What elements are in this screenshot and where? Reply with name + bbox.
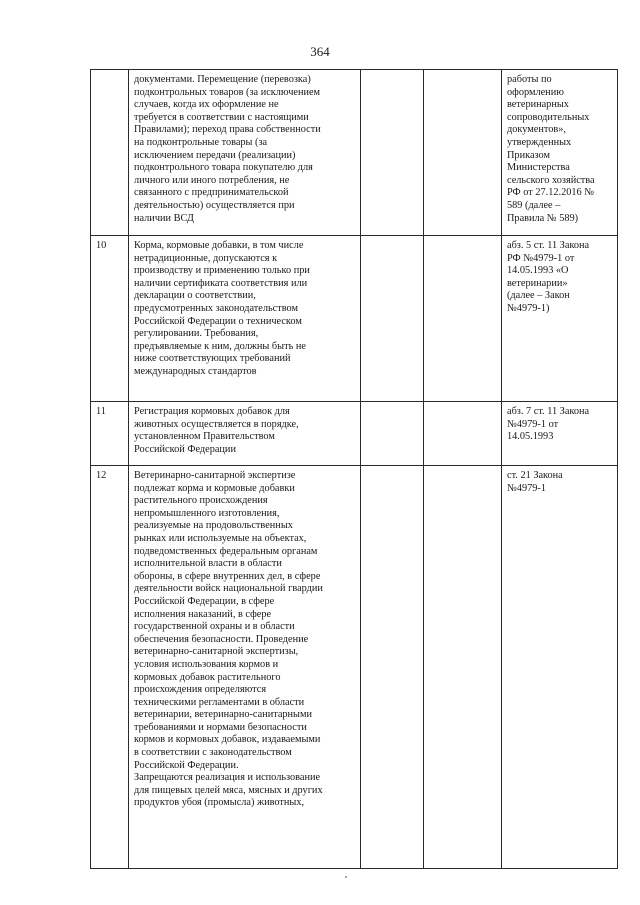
- empty-cell: [424, 70, 502, 236]
- regulation-table: [90, 69, 618, 869]
- table-row: [91, 236, 618, 402]
- scan-speck: [345, 876, 347, 878]
- empty-cell: [424, 466, 502, 869]
- empty-cell: [361, 466, 424, 869]
- page-number: 364: [310, 44, 330, 59]
- empty-cell: [361, 402, 424, 466]
- table-row: [91, 70, 618, 236]
- legal-reference-cell: ст. 21 Закона №4979-1: [502, 466, 618, 869]
- requirement-text-cell: документами. Перемещение (перевозка) подконтрольных товаров (за исключением случаев, когда их оформление не требуется в соответствии с настоящими Правилами); переход права собственности на подконтрольные товары (за исключением передачи (реализации) подконтрольного товара покупателю для личного или иного потребления, не связанного с предпринимательской деятельностью) осуществляется при наличии ВСД: [129, 70, 361, 236]
- empty-cell: [424, 236, 502, 402]
- table-row: [91, 466, 618, 869]
- requirement-text-cell: Ветеринарно-санитарной экспертизе подлежат корма и кормовые добавки растительного происхождения непромышленного изготовления, реализуемые на продовольственных рынках или используемые на объектах, подведомственных федеральным органам исполнительной власти в области обороны, в сфере внутренних дел, в сфере деятельности войск национальной гвардии Российской Федерации, в сфере исполнения наказаний, в сфере государственной охраны и в области обеспечения безопасности. Проведение ветеринарно-санитарной экспертизы, условия использования кормов и кормовых добавок растительного происхождения определяются техническими регламентами в области ветеринарии, ветеринарно-санитарными требованиями и нормами безопасности кормов и кормовых добавок, издаваемыми в соответствии с законодательством Российской Федерации. Запрещаются реализация и использование для пищевых целей мяса, мясных и других продуктов убоя (промысла) животных,: [129, 466, 361, 869]
- empty-cell: [361, 70, 424, 236]
- row-number-cell: [91, 70, 129, 236]
- row-number-cell: 11: [91, 402, 129, 466]
- legal-reference-cell: абз. 7 ст. 11 Закона №4979-1 от 14.05.1993: [502, 402, 618, 466]
- empty-cell: [424, 402, 502, 466]
- legal-reference-cell: работы по оформлению ветеринарных сопроводительных документов», утвержденных Приказом Министерства сельского хозяйства РФ от 27.12.2016 № 589 (далее – Правила № 589): [502, 70, 618, 236]
- requirement-text-cell: Корма, кормовые добавки, в том числе нетрадиционные, допускаются к производству и применению только при наличии сертификата соответствия или декларации о соответствии, предусмотренных законодательством Российской Федерации о техническом регулировании. Требования, предъявляемые к ним, должны быть не ниже соответствующих требований международных стандартов: [129, 236, 361, 402]
- row-number-cell: 10: [91, 236, 129, 402]
- requirement-text-cell: Регистрация кормовых добавок для животных осуществляется в порядке, установленном Правительством Российской Федерации: [129, 402, 361, 466]
- legal-reference-cell: абз. 5 ст. 11 Закона РФ №4979-1 от 14.05.1993 «О ветеринарии» (далее – Закон №4979-1): [502, 236, 618, 402]
- empty-cell: [361, 236, 424, 402]
- table-row: [91, 402, 618, 466]
- row-number-cell: 12: [91, 466, 129, 869]
